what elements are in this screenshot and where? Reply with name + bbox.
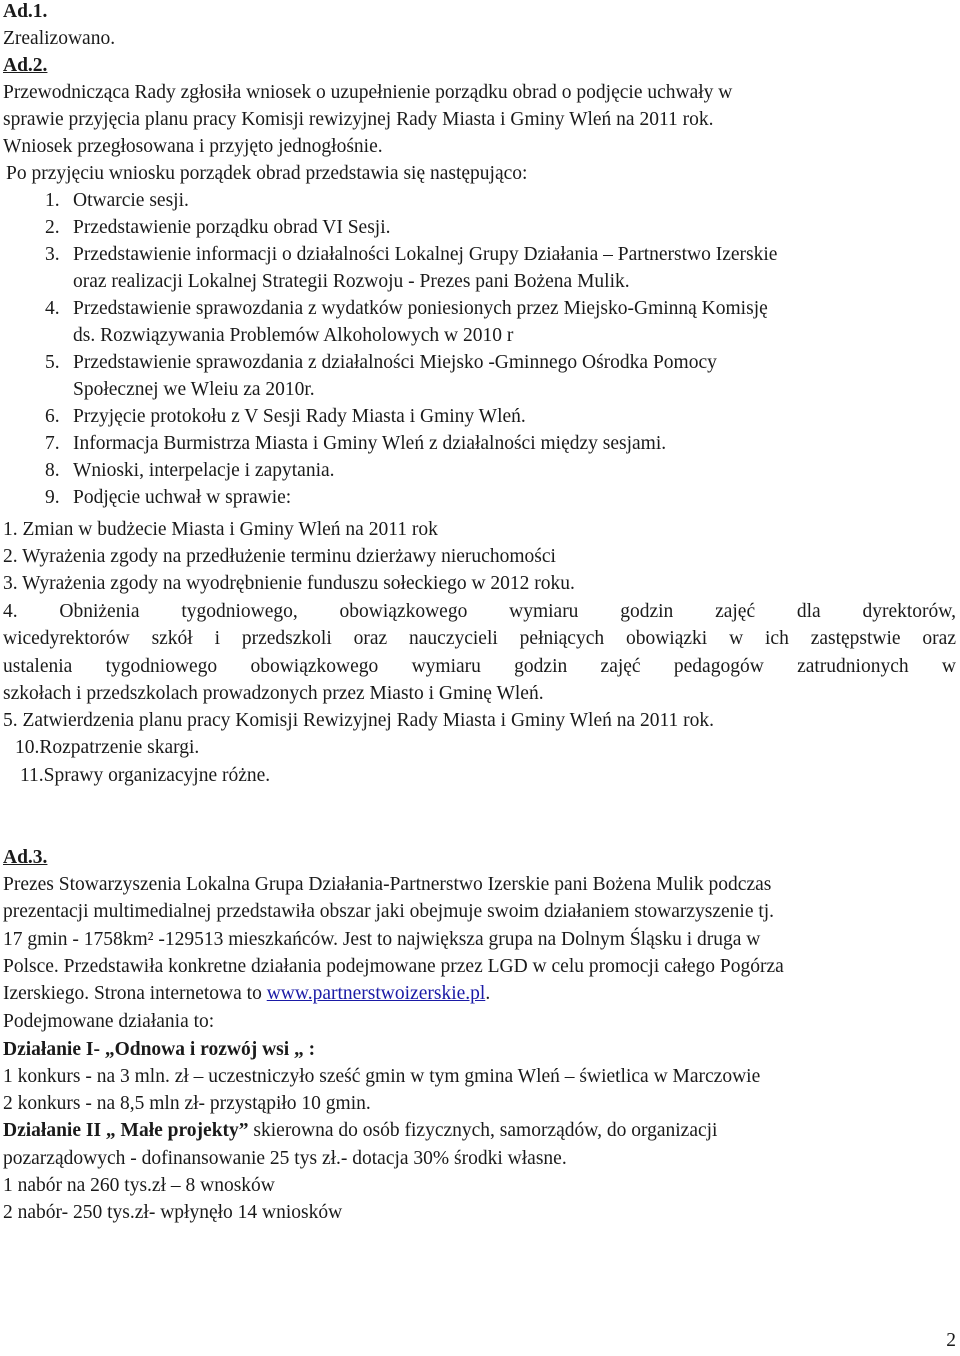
agenda-item-text: Przedstawienie sprawozdania z działalności Miejsko -Gminnego Ośrodka Pomocy xyxy=(73,352,717,373)
agenda-item-text: Wnioski, interpelacje i zapytania. xyxy=(73,460,335,481)
resolution-item-continued: szkołach i przedszkolach prowadzonych przez Miasto i Gminę Wleń. xyxy=(3,683,544,704)
website-link[interactable]: www.partnerstwoizerskie.pl xyxy=(266,983,486,1004)
action-2-line: pozarządowych - dofinansowanie 25 tys zł.- dotacja 30% środki własne. xyxy=(3,1148,567,1169)
agenda-item-text: Przedstawienie informacji o działalności Lokalnej Grupy Działania – Partnerstwo Izerskie xyxy=(73,244,778,265)
agenda-item-text: Podjęcie uchwał w sprawie: xyxy=(73,487,292,508)
agenda-item-text: ds. Rozwiązywania Problemów Alkoholowych w 2010 r xyxy=(73,325,514,346)
resolution-item: 5. Zatwierdzenia planu pracy Komisji Rewizyjnej Rady Miasta i Gminy Wleń na 2011 rok. xyxy=(3,710,715,731)
action-1-line: 1 konkurs - na 3 mln. zł – uczestniczyło sześć gmin w tym gmina Wleń – świetlica w Marczowie xyxy=(3,1066,761,1087)
agenda-item-number: 8. xyxy=(45,460,60,481)
action-2-line: 1 nabór na 260 tys.zł – 8 wnosków xyxy=(3,1175,275,1196)
action-2-title: Działanie II „ Małe projekty” xyxy=(3,1120,249,1141)
page-number: 2 xyxy=(946,1330,956,1351)
ad3-paragraph-line: prezentacji multimedialnej przedstawiła obszar jaki obejmuje swoim działaniem stowarzyszenie tj. xyxy=(3,901,775,922)
resolution-item: 3. Wyrażenia zgody na wyodrębnienie funduszu sołeckiego w 2012 roku. xyxy=(3,573,575,594)
agenda-item-text: oraz realizacji Lokalnej Strategii Rozwoju - Prezes pani Bożena Mulik. xyxy=(73,271,630,292)
agenda-item-text: Przedstawienie sprawozdania z wydatków poniesionych przez Miejsko-Gminną Komisję xyxy=(73,298,768,319)
resolution-item: 4. Obniżenia tygodniowego, obowiązkowego wymiaru godzin zajęć dla dyrektorów, xyxy=(3,601,956,622)
agenda-item-number: 7. xyxy=(45,433,60,454)
ad3-paragraph-line: 17 gmin - 1758km² -129513 mieszkańców. Jest to największa grupa na Dolnym Śląsku i druga w xyxy=(3,929,761,950)
action-2-title-line xyxy=(3,1119,717,1146)
agenda-item-text: Przedstawienie porządku obrad VI Sesji. xyxy=(73,217,391,238)
ad2-heading: Ad.2. xyxy=(3,55,48,76)
agenda-item-number: 6. xyxy=(45,406,60,427)
resolution-item: 1. Zmian w budżecie Miasta i Gminy Wleń na 2011 rok xyxy=(3,519,438,540)
agenda-item-number: 9. xyxy=(45,487,60,508)
agenda-item-text: Otwarcie sesji. xyxy=(73,190,189,211)
ad2-paragraph-line: sprawie przyjęcia planu pracy Komisji rewizyjnej Rady Miasta i Gminy Wleń na 2011 rok. xyxy=(3,109,714,130)
action-1-title: Działanie I- „Odnowa i rozwój wsi „ : xyxy=(3,1039,316,1060)
actions-intro: Podejmowane działania to: xyxy=(3,1011,215,1032)
ad3-paragraph-line: Prezes Stowarzyszenia Lokalna Grupa Działania-Partnerstwo Izerskie pani Bożena Mulik podczas xyxy=(3,874,772,895)
agenda-item-text: Społecznej we Wleiu za 2010r. xyxy=(73,379,315,400)
ad1-heading: Ad.1. xyxy=(3,1,48,22)
ad3-heading: Ad.3. xyxy=(3,847,48,868)
resolution-item-continued: wicedyrektorów szkół i przedszkoli oraz nauczycieli pełniących obowiązki w ich zastępstwie oraz xyxy=(3,628,956,649)
agenda-item-number: 1. xyxy=(45,190,60,211)
ad2-paragraph-line: Przewodnicząca Rady zgłosiła wniosek o uzupełnienie porządku obrad o podjęcie uchwały w xyxy=(3,82,733,103)
agenda-item: 11.Sprawy organizacyjne różne. xyxy=(20,765,271,786)
agenda-item-number: 5. xyxy=(45,352,60,373)
ad1-text: Zrealizowano. xyxy=(3,28,116,49)
agenda-item-number: 3. xyxy=(45,244,60,265)
ad3-paragraph-line: Polsce. Przedstawiła konkretne działania podejmowane przez LGD w celu promocji całego Pogórza xyxy=(3,956,784,977)
agenda-item: 10.Rozpatrzenie skargi. xyxy=(15,737,200,758)
agenda-item-number: 2. xyxy=(45,217,60,238)
agenda-item-text: Informacja Burmistrza Miasta i Gminy Wleń z działalności między sesjami. xyxy=(73,433,667,454)
action-1-line: 2 konkurs - na 8,5 mln zł- przystąpiło 10 gmin. xyxy=(3,1093,371,1114)
agenda-intro: Po przyjęciu wniosku porządek obrad przedstawia się następująco: xyxy=(6,163,528,184)
ad2-paragraph-line: Wniosek przegłosowana i przyjęto jednogłośnie. xyxy=(3,136,383,157)
agenda-item-text: Przyjęcie protokołu z V Sesji Rady Miasta i Gminy Wleń. xyxy=(73,406,526,427)
website-period: . xyxy=(485,983,491,1004)
resolution-item-continued: ustalenia tygodniowego obowiązkowego wymiaru godzin zajęć pedagogów zatrudnionych w xyxy=(3,656,956,677)
action-2-title-rest: skierowna do osób fizycznych, samorządów, do organizacji xyxy=(248,1120,718,1141)
resolution-item: 2. Wyrażenia zgody na przedłużenie terminu dzierżawy nieruchomości xyxy=(3,546,556,567)
action-2-line: 2 nabór- 250 tys.zł- wpłynęło 14 wniosków xyxy=(3,1202,343,1223)
ad3-paragraph-line xyxy=(3,982,490,1009)
agenda-item-number: 4. xyxy=(45,298,60,319)
website-label: Izerskiego. Strona internetowa to xyxy=(3,983,267,1004)
